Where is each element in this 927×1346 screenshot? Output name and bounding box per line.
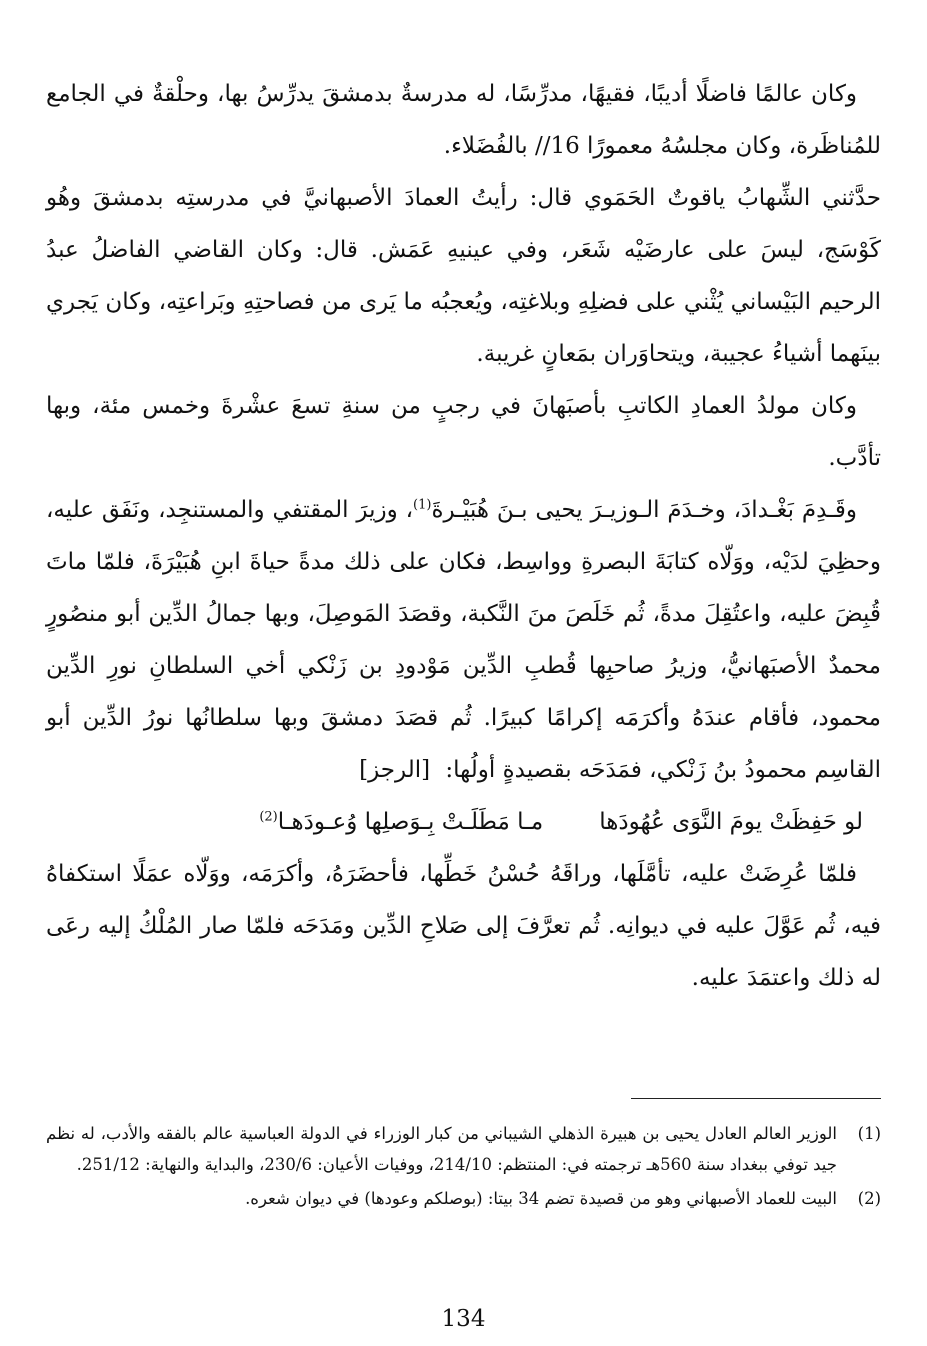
- footnote-text: الوزير العالم العادل يحيى بن هبيرة الذهلي الشيباني من كبار الوزراء في الدولة العباسية عالم بالفقه والأدب، له نظم جيد توفي ببغداد سنة 560هـ ترجمته في: المنتظم: 214/10، ووفيات الأعيان: 230/6، والبداية والنهاية: 251/12.: [46, 1124, 837, 1174]
- poem-verse: [46, 796, 881, 848]
- page-number: 134: [441, 1306, 486, 1332]
- paragraph-5: فلمّا عُرِضَتْ عليه، تأمَّلَها، وراقَهُ حُسْنُ خَطِّها، فأحضَرَهُ، وأكرَمَه، ووَلّاه عمَلًا استكفاهُ فيه، ثُم عَوَّلَ عليه في ديوانِه. ثُم تعرَّفَ إلى صَلاحِ الدِّين ومَدَحَه فلمّا صار المُلْكُ إليه رعَى له ذلك واعتمَدَ عليه.: [46, 861, 881, 991]
- paragraph-4-part-b: ، وزيرَ المقتفي والمستنجِد، ونَفَق عليه، وحظِيَ لدَيْه، ووَلّاه كتابَةَ البصرةِ وواسِط، فكان على ذلك مدةً حياةَ ابنِ هُبَيْرَةَ، فلمّا ماتَ قُبِضَ عليه، واعتُقِلَ مدةً، ثُم خَلَصَ منَ النَّكبة، وقصَدَ المَوصِلَ، وبها جمالُ الدِّين أبو منصُورٍ محمدٌ الأصبَهانيُّ، وزيرُ صاحبِها قُطبِ الدِّين مَوْدودِ بن زَنْكي أخي السلطانِ نورِ الدِّين محمود، فأقام عندَهُ وأكرَمَه إكرامًا كبيرًا. ثُم قصَدَ دمشقَ وبها سلطانُها نورُ الدِّين أبو القاسِم محمودُ بنُ زَنْكي، فمَدَحَه بقصيدةٍ أولُها:: [46, 497, 881, 783]
- footnote-ref-1: (1): [413, 497, 432, 513]
- verse-hemistich-2-wrap: [259, 796, 543, 848]
- footnote-2: [46, 1183, 881, 1214]
- verse-hemistich-1: لو حَفِظَتْ يومَ النَّوَى عُهُودَها: [599, 809, 863, 835]
- meter-label: [الرجز]: [359, 757, 431, 783]
- footnote-divider: [631, 1098, 881, 1099]
- footnotes: [46, 1118, 881, 1217]
- footnote-text: البيت للعماد الأصبهاني وهو من قصيدة تضم 34 بيتا: (بوصلكم وعودها) في ديوان شعره.: [245, 1189, 837, 1208]
- footnote-ref-2: (2): [259, 809, 278, 825]
- main-text: [46, 68, 881, 1004]
- paragraph-2: حدَّثني الشِّهابُ ياقوتٌ الحَمَوي قال: رأيتُ العمادَ الأصبهانيَّ في مدرستِه بدمشقَ وهُو كَوْسَج، ليسَ على عارضَيْه شَعَر، وفي عينيهِ عَمَش. قال: وكان القاضي الفاضلُ عبدُ الرحيم البَيْساني يُثْني على فضلِهِ وبلاغتِه، ويُعجبُه ما يَرى من فصاحتِهِ وبَراعتِه، وكان يَجري بينَهما أشياءُ عجيبة، ويتحاوَران بمَعانٍ غريبة.: [46, 185, 881, 367]
- verse-hemistich-2: مـا مَطَلَـتْ بِـوَصلِها وُعـودَهـا: [277, 809, 544, 835]
- paragraph-3: وكان مولدُ العمادِ الكاتبِ بأصبَهانَ في رجبٍ من سنةِ تسعَ عشْرةَ وخمس مئة، وبها تأدَّب.: [46, 393, 881, 471]
- paragraph-4: [46, 484, 881, 796]
- footnote-1: [46, 1118, 881, 1180]
- paragraph-4-part-a: وقَـدِمَ بَغْـدادَ، وخـدَمَ الـوزيـرَ يحيى بـنَ هُبَيْـرةَ: [431, 497, 857, 523]
- paragraph-1: وكان عالمًا فاضلًا أديبًا، فقيهًا، مدرِّسًا، له مدرسةٌ بدمشقَ يدرِّسُ بها، وحلْقةٌ في الجامع للمُناظَرة، وكان مجلسُهُ معمورًا 16// بالفُضَلاء.: [46, 81, 881, 159]
- footnote-number: (2): [857, 1189, 881, 1208]
- footnote-number: (1): [857, 1124, 881, 1143]
